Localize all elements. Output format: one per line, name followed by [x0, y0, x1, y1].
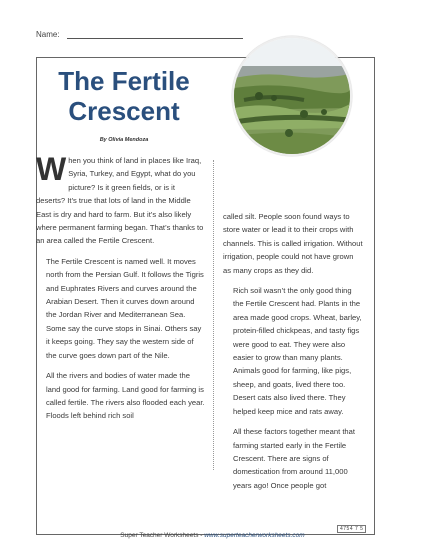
author-byline: By Olivia Mendoza [99, 137, 149, 143]
paragraph-2: The Fertile Crescent is named well. It moves north from the Persian Gulf. It follows the Tigris and Euphrates Rivers and curves around the Arabian Desert. Then it curves down around the Jordan River and Mediterranean Sea. Some say the curve stops in Sinai. Others say it keeps going. They say the western side of the curve goes down part of the Nile. [46, 256, 204, 360]
footer [0, 532, 425, 539]
paragraph-5: Rich soil wasn’t the only good thing the Fertile Crescent had. Plants in the area made good crops. Wheat, barley, protein-filled chickpeas, and tasty figs were good to eat. They were also easier to grow than many plants. Animals good for farming, like pigs, sheep, and goats, lived there too. Desert cats also lived there. They helped keep mice and rats away. [233, 286, 362, 416]
paragraph-4: called silt. People soon found ways to store water or lead it to their crops with channels. This is called irrigation. Without irrigation, people could not have grown as many crops as they did. [223, 212, 363, 275]
footer-separator: - [198, 532, 205, 539]
name-label: Name: [36, 30, 60, 39]
title-line-2: Crescent [68, 96, 180, 126]
footer-link[interactable]: www.superteacherworksheets.com [204, 532, 305, 539]
paragraph-1-text: hen you think of land in places like Iraq, Syria, Turkey, and Egypt, what do you picture? Is it green fields, or is it deserts? It’s true that lots of land in the Middle East is dry and hard to farm. But it’s also likely where permanent farming began. That’s thanks to an area called the Fertile Crescent. [36, 156, 204, 246]
paragraph-6: All these factors together meant that farming started early in the Fertile Crescent. There are signs of domestication from around 11,000 years ago! Once people got [233, 427, 355, 490]
column-divider [213, 160, 214, 470]
article-title [36, 66, 212, 126]
name-field[interactable] [67, 38, 243, 39]
column-left [36, 151, 206, 423]
landscape-photo [232, 36, 352, 156]
title-line-1: The Fertile [58, 66, 190, 96]
paragraph-3: All the rivers and bodies of water made the land good for farming. Land good for farming is called fertile. The rivers also flooded each year. Floods left behind rich soil [46, 371, 205, 421]
footer-brand: Super Teacher Worksheets [120, 532, 199, 539]
paragraph-1 [36, 151, 206, 248]
drop-cap: W [36, 151, 67, 187]
worksheet-code: 4754 7 5 [337, 525, 366, 533]
column-right [223, 210, 363, 492]
